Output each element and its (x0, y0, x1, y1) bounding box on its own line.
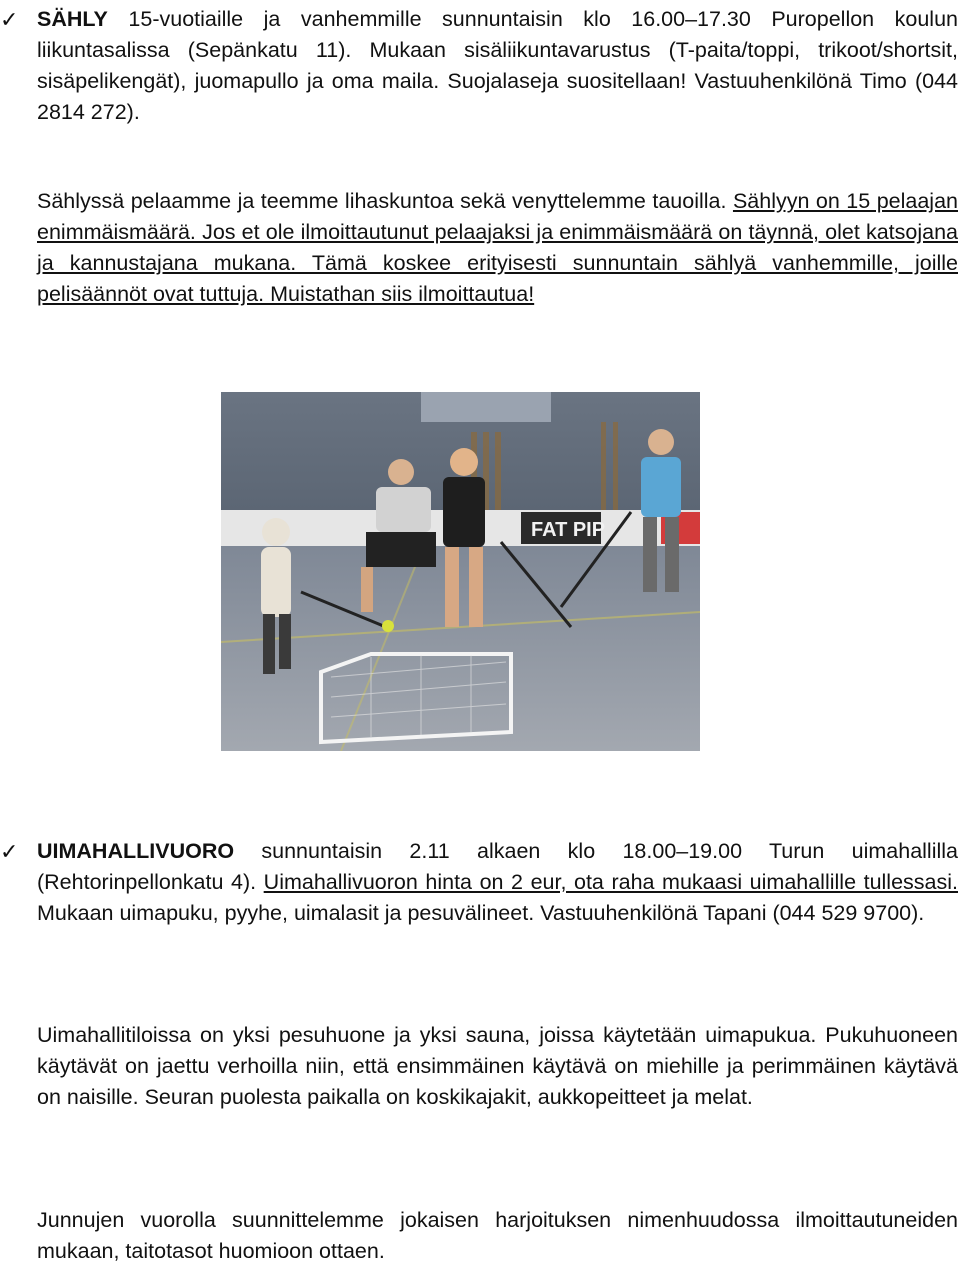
check-icon: ✓ (0, 7, 19, 32)
uimahalli-details: sunnuntaisin 2.11 alkaen klo 18.00–19.00 Turun uimahallilla (Rehtorinpellonkatu 4). (37, 839, 958, 894)
uimahalli-price-note: Uimahallivuoron hinta on 2 eur, ota raha mukaasi uimahallille tullessasi. (263, 870, 958, 894)
uimahalli-facilities-text: Uimahallitiloissa on yksi pesuhuone ja yksi sauna, joissa käytetään uimapukua. Pukuhuoneen käytävät on jaettu verhoilla niin, että ensimmäinen käytävä on miehille ja perimmäinen käytävä on naisille. Seuran puolesta paikalla on koskikajakit, aukkopeitteet ja melat. (37, 1023, 958, 1109)
sahly-details: 15-vuotiaille ja vanhemmille sunnuntaisin klo 16.00–17.30 Puropellon koulun liikuntasalissa (Sepänkatu 11). Mukaan sisäliikuntavarustus (T-paita/toppi, trikoot/shortsit, sisäpelikengät), juomapullo ja oma maila. Suojalaseja suositellaan! Vastuuhenkilönä Timo (044 2814 272). (37, 7, 958, 124)
sahly-rules-paragraph (37, 186, 958, 310)
sahly-heading: SÄHLY (37, 7, 108, 31)
uimahalli-facilities-paragraph (37, 1020, 958, 1113)
check-icon: ✓ (0, 839, 19, 864)
floorball-photo-illustration (221, 392, 700, 751)
sahly-paragraph (37, 4, 958, 128)
junnut-paragraph (37, 1205, 958, 1267)
uimahalli-heading: UIMAHALLIVUORO (37, 839, 235, 863)
sahly-rules-text: Sählyssä pelaamme ja teemme lihaskuntoa sekä venyttelemme tauoilla. (37, 189, 733, 213)
junnut-text: Junnujen vuorolla suunnittelemme jokaisen harjoituksen nimenhuudossa ilmoittautuneiden mukaan, taitotasot huomioon ottaen. (37, 1208, 958, 1263)
sahly-limit-note: Sählyyn on 15 pelaajan enimmäismäärä. Jos et ole ilmoittautunut pelaajaksi ja enimmäismäärä on täynnä, olet katsojana ja kannustajana mukana. Tämä koskee erityisesti sunnuntain sählyä vanhemmille, joille pelisäännöt ovat tuttuja. Muistathan siis ilmoittautua! (37, 189, 958, 306)
uimahalli-equipment: Mukaan uimapuku, pyyhe, uimalasit ja pesuvälineet. Vastuuhenkilönä Tapani (044 529 9700). (37, 901, 925, 925)
svg-text:FAT PIP: FAT PIP (531, 519, 606, 541)
uimahalli-paragraph (37, 836, 958, 929)
floorball-game-photo (221, 392, 700, 751)
